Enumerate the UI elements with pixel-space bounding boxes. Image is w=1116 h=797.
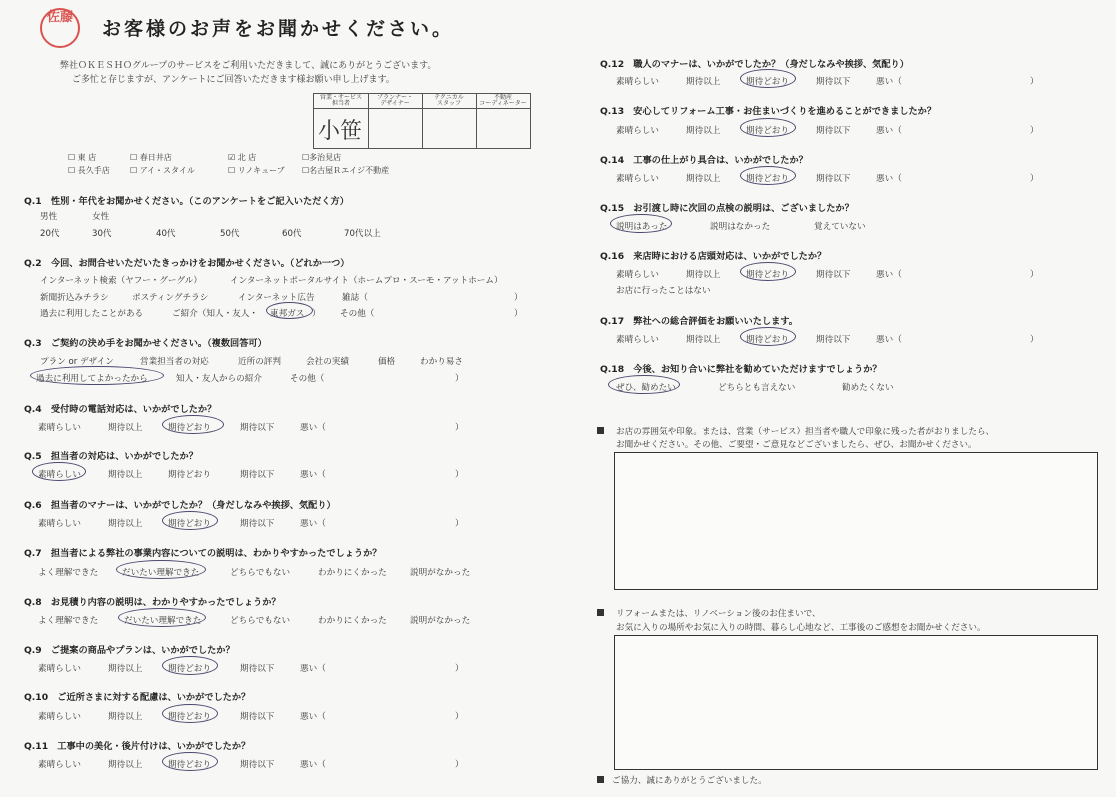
q1-option-female[interactable]: 女性 xyxy=(92,212,110,222)
q12-option-below[interactable]: 期待以下 xyxy=(816,77,851,87)
q7-option-fully[interactable]: よく理解できた xyxy=(38,568,99,578)
footer-bullet xyxy=(597,776,604,783)
q5-option-bad[interactable]: 悪い（ xyxy=(300,470,326,480)
q3-other-close: ） xyxy=(455,374,464,384)
q15-answer-circle xyxy=(610,214,672,233)
q4-option-excellent[interactable]: 素晴らしい xyxy=(38,423,81,433)
q2-option-other[interactable]: その他（ xyxy=(340,309,375,319)
q13-option-excellent[interactable]: 素晴らしい xyxy=(616,126,659,136)
q5-option-excellent[interactable]: 素晴らしい xyxy=(38,470,81,480)
survey-title: お客様のお声をお聞かせください。 xyxy=(102,18,455,40)
q4-option-bad[interactable]: 悪い（ xyxy=(300,423,326,433)
q1-option-30s[interactable]: 30代 xyxy=(92,229,112,239)
q14-option-above[interactable]: 期待以上 xyxy=(686,174,721,184)
q4-option-as-expected[interactable]: 期待どおり xyxy=(168,423,211,433)
q6-answer-circle xyxy=(162,511,218,530)
q6-option-below[interactable]: 期待以下 xyxy=(240,519,275,529)
q10-option-excellent[interactable]: 素晴らしい xyxy=(38,712,81,722)
q15-option-explained[interactable]: 説明はあった xyxy=(616,222,668,232)
comment1-prompt-line2: お聞かせください。その他、ご要望・ご意見などございましたら、ぜひ、お聞かせください。 xyxy=(616,440,977,450)
staff-table xyxy=(313,93,531,149)
q14-option-as-expected[interactable]: 期待どおり xyxy=(746,174,789,184)
q12-answer-circle xyxy=(740,69,796,88)
q5-bad-close: ） xyxy=(455,470,464,480)
q8-option-none[interactable]: 説明がなかった xyxy=(410,616,471,626)
comment2-bullet xyxy=(597,609,604,616)
q13-option-below[interactable]: 期待以下 xyxy=(816,126,851,136)
q2-option-posting[interactable]: ポスティングチラシ xyxy=(132,293,209,303)
q12-option-bad[interactable]: 悪い（ xyxy=(876,77,902,87)
q1-option-70s-plus[interactable]: 70代以上 xyxy=(344,229,381,239)
q12-option-as-expected[interactable]: 期待どおり xyxy=(746,77,789,87)
q18-option-neutral[interactable]: どちらとも言えない xyxy=(718,383,796,393)
q1-option-40s[interactable]: 40代 xyxy=(156,229,176,239)
q6-option-above[interactable]: 期待以上 xyxy=(108,519,143,529)
q10-answer-circle xyxy=(162,704,218,723)
q2-option-internet-ad[interactable]: インターネット広告 xyxy=(238,293,315,303)
q3-option-reputation[interactable]: 近所の評判 xyxy=(238,357,281,367)
question-q2: Q.2 今回、お問合せいただいたきっかけをお聞かせください。（どれか一つ） xyxy=(24,258,350,269)
question-q11: Q.11 工事中の美化・後片付けは、いかがでしたか？ xyxy=(24,741,251,752)
q9-option-bad[interactable]: 悪い（ xyxy=(300,664,326,674)
q3-option-other[interactable]: その他（ xyxy=(290,374,325,384)
q17-answer-circle xyxy=(740,327,796,346)
q2-option-magazine[interactable]: 雑誌（ xyxy=(342,293,368,303)
q15-option-dont-remember[interactable]: 覚えていない xyxy=(814,222,866,232)
q17-option-excellent[interactable]: 素晴らしい xyxy=(616,335,659,345)
q8-answer-circle xyxy=(118,608,206,627)
question-q10: Q.10 ご近所さまに対する配慮は、いかがでしたか？ xyxy=(24,692,251,703)
q2-referral-close: ） xyxy=(312,309,321,319)
q6-bad-close: ） xyxy=(455,519,464,529)
q10-bad-close: ） xyxy=(455,712,464,722)
q2-referral-handwritten: 東邦ガス xyxy=(270,309,305,319)
q16-bad-close: ） xyxy=(1030,270,1039,280)
q18-option-not-recommend[interactable]: 勧めたくない xyxy=(842,383,894,393)
q2-other-close: ） xyxy=(514,309,523,319)
store-checkbox-renocube[interactable]: ☐ リノキューブ xyxy=(228,166,285,175)
intro-line-1: 弊社ＯＫＥＳＨＯグループのサービスをご利用いただきまして、誠にありがとうございます。 xyxy=(60,61,437,71)
q11-bad-close: ） xyxy=(455,760,464,770)
q2-option-newspaper[interactable]: 新聞折込みチラシ xyxy=(40,293,109,303)
q5-option-as-expected[interactable]: 期待どおり xyxy=(168,470,211,480)
store-checkbox-istyle[interactable]: ☐ アイ・スタイル xyxy=(130,166,195,175)
question-q5: Q.5 担当者の対応は、いかがでしたか？ xyxy=(24,451,198,462)
q16-option-bad[interactable]: 悪い（ xyxy=(876,270,902,280)
q3-option-friend-referral[interactable]: 知人・友人からの紹介 xyxy=(176,374,262,384)
q6-option-bad[interactable]: 悪い（ xyxy=(300,519,326,529)
store-checkbox-nagoya-r-age[interactable]: ☐名古屋Ｒエイジ不動産 xyxy=(302,166,390,175)
q14-option-below[interactable]: 期待以下 xyxy=(816,174,851,184)
q13-answer-circle xyxy=(740,118,796,137)
q16-option-excellent[interactable]: 素晴らしい xyxy=(616,270,659,280)
q11-answer-circle xyxy=(162,752,218,771)
q13-bad-close: ） xyxy=(1030,126,1039,136)
q1-option-male[interactable]: 男性 xyxy=(40,212,58,222)
q6-option-as-expected[interactable]: 期待どおり xyxy=(168,519,211,529)
store-checkbox-tajimi[interactable]: ☐多治見店 xyxy=(302,153,342,162)
q1-option-50s[interactable]: 50代 xyxy=(220,229,240,239)
q17-option-bad[interactable]: 悪い（ xyxy=(876,335,902,345)
q5-option-below[interactable]: 期待以下 xyxy=(240,470,275,480)
q5-answer-circle xyxy=(32,462,86,481)
question-q9: Q.9 ご提案の商品やプランは、いかがでしたか？ xyxy=(24,645,235,656)
q9-option-below[interactable]: 期待以下 xyxy=(240,664,275,674)
q3-option-price[interactable]: 価格 xyxy=(378,357,396,367)
q7-option-none[interactable]: 説明がなかった xyxy=(410,568,471,578)
intro-line-2: ご多忙と存じますが、アンケートにご回答いただきます様お願い申し上げます。 xyxy=(72,75,395,85)
q14-bad-close: ） xyxy=(1030,174,1039,184)
seal-stamp: 佐藤 xyxy=(40,8,80,48)
question-q8: Q.8 お見積り内容の説明は、わかりやすかったでしょうか？ xyxy=(24,597,281,608)
question-q4: Q.4 受付時の電話対応は、いかがでしたか？ xyxy=(24,404,217,415)
q9-option-above[interactable]: 期待以上 xyxy=(108,664,143,674)
q3-option-sales-response[interactable]: 営業担当者の対応 xyxy=(140,357,209,367)
question-q12: Q.12 職人のマナーは、いかがでしたか？（身だしなみや挨拶、気配り） xyxy=(600,59,909,70)
store-checkbox-kasugai[interactable]: ☐ 春日井店 xyxy=(130,153,172,162)
q7-option-unclear[interactable]: わかりにくかった xyxy=(318,568,387,578)
q2-answer-circle xyxy=(266,302,313,319)
comment1-textarea[interactable] xyxy=(614,452,1098,590)
question-q7: Q.7 担当者による弊社の事業内容についての説明は、わかりやすかったでしょうか？ xyxy=(24,548,382,559)
question-q6: Q.6 担当者のマナーは、いかがでしたか？（身だしなみや挨拶、気配り） xyxy=(24,500,336,511)
question-q18: Q.18 今後、お知り合いに弊社を勧めていただけますでしょうか？ xyxy=(600,364,882,375)
q13-option-as-expected[interactable]: 期待どおり xyxy=(746,126,789,136)
q11-option-as-expected[interactable]: 期待どおり xyxy=(168,760,211,770)
q1-option-20s[interactable]: 20代 xyxy=(40,229,60,239)
q16-answer-circle xyxy=(740,262,796,281)
q1-option-60s[interactable]: 60代 xyxy=(282,229,302,239)
comment2-prompt-line2: お気に入りの場所やお気に入りの時間、暮らし心地など、工事後のご感想をお聞かせください。 xyxy=(616,623,986,633)
q3-option-past-good[interactable]: 過去に利用してよかったから xyxy=(36,374,148,384)
q10-option-as-expected[interactable]: 期待どおり xyxy=(168,712,211,722)
q3-option-plan-design[interactable]: プラン or デザイン xyxy=(40,357,114,367)
q11-option-above[interactable]: 期待以上 xyxy=(108,760,143,770)
q12-option-above[interactable]: 期待以上 xyxy=(686,77,721,87)
q17-option-above[interactable]: 期待以上 xyxy=(686,335,721,345)
q9-answer-circle xyxy=(162,656,218,675)
q14-option-excellent[interactable]: 素晴らしい xyxy=(616,174,659,184)
store-checkbox-higashi[interactable]: ☐ 東 店 xyxy=(68,153,97,162)
q3-option-track-record[interactable]: 会社の実績 xyxy=(306,357,349,367)
q4-option-below[interactable]: 期待以下 xyxy=(240,423,275,433)
q10-option-above[interactable]: 期待以上 xyxy=(108,712,143,722)
q14-option-bad[interactable]: 悪い（ xyxy=(876,174,902,184)
q16-option-below[interactable]: 期待以下 xyxy=(816,270,851,280)
staff-header-planner: プランナー・ デザイナー xyxy=(376,94,413,107)
q3-option-clarity[interactable]: わかり易さ xyxy=(420,357,463,367)
comment2-prompt-line1: リフォームまたは、リノベーション後のお住まいで、 xyxy=(616,609,821,619)
staff-header-sales: 営業・サービス 担当者 xyxy=(319,94,362,107)
question-q14: Q.14 工事の仕上がり具合は、いかがでしたか？ xyxy=(600,155,808,166)
q2-option-referral[interactable]: ご紹介（知人・友人・ xyxy=(172,309,258,319)
q17-option-below[interactable]: 期待以下 xyxy=(816,335,851,345)
q2-option-search[interactable]: インターネット検索（ヤフー・グーグル） xyxy=(40,276,202,286)
q11-option-below[interactable]: 期待以下 xyxy=(240,760,275,770)
q17-option-as-expected[interactable]: 期待どおり xyxy=(746,335,789,345)
q11-option-excellent[interactable]: 素晴らしい xyxy=(38,760,81,770)
q6-option-excellent[interactable]: 素晴らしい xyxy=(38,519,81,529)
q10-option-below[interactable]: 期待以下 xyxy=(240,712,275,722)
q13-option-bad[interactable]: 悪い（ xyxy=(876,126,902,136)
question-q16: Q.16 来店時における店頭対応は、いかがでしたか？ xyxy=(600,251,827,262)
footer-thanks: ご協力、誠にありがとうございました。 xyxy=(612,776,767,786)
q7-option-neutral[interactable]: どちらでもない xyxy=(230,568,291,578)
q12-option-excellent[interactable]: 素晴らしい xyxy=(616,77,659,87)
q2-magazine-close: ） xyxy=(514,293,523,303)
q14-answer-circle xyxy=(740,166,796,185)
q12-bad-close: ） xyxy=(1030,77,1039,87)
question-q3: Q.3 ご契約の決め手をお聞かせください。（複数回答可） xyxy=(24,338,267,349)
q8-option-unclear[interactable]: わかりにくかった xyxy=(318,616,387,626)
q8-option-mostly[interactable]: だいたい理解できた xyxy=(124,616,202,626)
q16-option-never-visited[interactable]: お店に行ったことはない xyxy=(616,286,711,296)
q2-option-portal[interactable]: インターネットポータルサイト（ホームプロ・スーモ・アットホーム） xyxy=(230,276,503,286)
q18-option-recommend[interactable]: ぜひ、勧めたい xyxy=(616,383,676,393)
q13-option-above[interactable]: 期待以上 xyxy=(686,126,721,136)
q7-answer-circle xyxy=(116,560,206,579)
q16-option-as-expected[interactable]: 期待どおり xyxy=(746,270,789,280)
comment1-prompt-line1: お店の雰囲気や印象。または、営業（サービス）担当者や職人で印象に残った者がおりましたら、 xyxy=(616,427,995,437)
q5-option-above[interactable]: 期待以上 xyxy=(108,470,143,480)
q15-option-not-explained[interactable]: 説明はなかった xyxy=(710,222,771,232)
question-q17: Q.17 弊社への総合評価をお願いいたします。 xyxy=(600,316,798,327)
comment1-bullet xyxy=(597,427,604,434)
store-checkbox-nagakute[interactable]: ☐ 長久手店 xyxy=(68,166,110,175)
q9-bad-close: ） xyxy=(455,664,464,674)
q4-bad-close: ） xyxy=(455,423,464,433)
q4-option-above[interactable]: 期待以上 xyxy=(108,423,143,433)
store-checkbox-kita[interactable]: ☑ 北 店 xyxy=(228,153,257,162)
q3-answer-circle xyxy=(30,366,164,385)
question-q15: Q.15 お引渡し時に次回の点検の説明は、ございましたか？ xyxy=(600,203,854,214)
q2-option-past-use[interactable]: 過去に利用したことがある xyxy=(40,309,144,319)
q10-option-bad[interactable]: 悪い（ xyxy=(300,712,326,722)
q18-answer-circle xyxy=(608,375,680,394)
staff-header-coordinator: 不動産 コーディネーター xyxy=(479,94,527,107)
q8-option-fully[interactable]: よく理解できた xyxy=(38,616,99,626)
q8-option-neutral[interactable]: どちらでもない xyxy=(230,616,291,626)
q16-option-above[interactable]: 期待以上 xyxy=(686,270,721,280)
q9-option-excellent[interactable]: 素晴らしい xyxy=(38,664,81,674)
q9-option-as-expected[interactable]: 期待どおり xyxy=(168,664,211,674)
q4-answer-circle xyxy=(162,415,224,434)
q17-bad-close: ） xyxy=(1030,335,1039,345)
question-q1: Q.1 性別・年代をお聞かせください。（このアンケートをご記入いただく方） xyxy=(24,196,349,207)
staff-header-technical: テクニカル スタッフ xyxy=(434,94,464,107)
staff-sales-handwritten: 小笹 xyxy=(318,119,363,144)
comment2-textarea[interactable] xyxy=(614,635,1098,770)
q11-option-bad[interactable]: 悪い（ xyxy=(300,760,326,770)
q7-option-mostly[interactable]: だいたい理解できた xyxy=(122,568,200,578)
question-q13: Q.13 安心してリフォーム工事・お住まいづくりを進めることができましたか？ xyxy=(600,106,937,117)
